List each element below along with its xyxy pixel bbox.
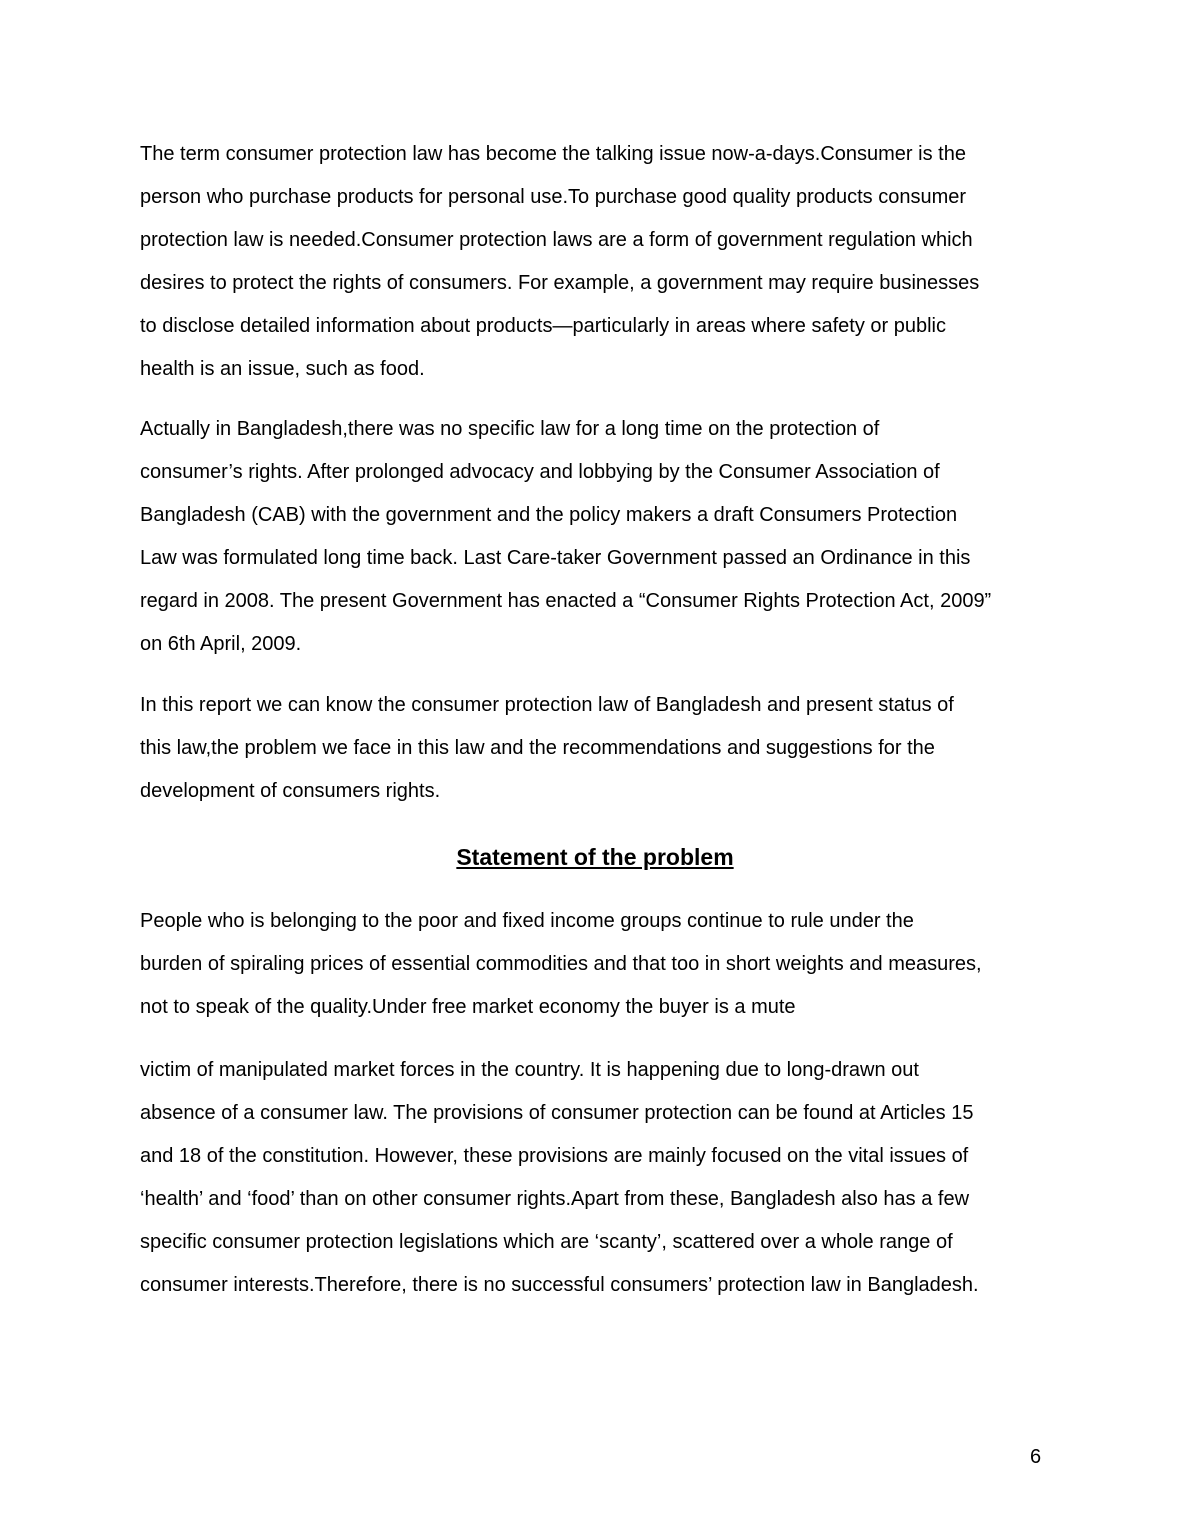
section-heading: Statement of the problem bbox=[456, 844, 734, 870]
paragraph-line: consumer interests.Therefore, there is no successful consumers’ protection law in Bangladesh. bbox=[140, 1274, 979, 1296]
paragraph-line: absence of a consumer law. The provisions of consumer protection can be found at Articles 15 bbox=[140, 1102, 974, 1124]
paragraph-line: ‘health’ and ‘food’ than on other consumer rights.Apart from these, Bangladesh also has a few bbox=[140, 1188, 970, 1210]
paragraph-report-scope bbox=[140, 684, 1052, 813]
paragraph-line: protection law is needed.Consumer protection laws are a form of government regulation which bbox=[140, 229, 973, 251]
paragraph-line: burden of spiraling prices of essential commodities and that too in short weights and measures, bbox=[140, 953, 982, 975]
paragraph-line: on 6th April, 2009. bbox=[140, 633, 302, 655]
paragraph-line: Law was formulated long time back. Last Care-taker Government passed an Ordinance in this bbox=[140, 547, 971, 569]
paragraph-line: The term consumer protection law has become the talking issue now-a-days.Consumer is the bbox=[140, 143, 966, 165]
paragraph-line: development of consumers rights. bbox=[140, 780, 441, 802]
paragraph-bangladesh-history bbox=[140, 408, 1052, 666]
paragraph-line: this law,the problem we face in this law and the recommendations and suggestions for the bbox=[140, 737, 935, 759]
paragraph-line: to disclose detailed information about products—particularly in areas where safety or public bbox=[140, 315, 946, 337]
paragraph-line: People who is belonging to the poor and fixed income groups continue to rule under the bbox=[140, 910, 914, 932]
paragraph-line: specific consumer protection legislations which are ‘scanty’, scattered over a whole range of bbox=[140, 1231, 953, 1253]
paragraph-line: In this report we can know the consumer protection law of Bangladesh and present status of bbox=[140, 694, 954, 716]
paragraph-line: person who purchase products for personal use.To purchase good quality products consumer bbox=[140, 186, 967, 208]
paragraph-line: not to speak of the quality.Under free market economy the buyer is a mute bbox=[140, 996, 796, 1018]
paragraph-line: victim of manipulated market forces in the country. It is happening due to long-drawn out bbox=[140, 1059, 919, 1081]
paragraph-intro bbox=[140, 133, 1052, 391]
paragraph-problem-intro bbox=[140, 900, 1052, 1029]
paragraph-line: regard in 2008. The present Government has enacted a “Consumer Rights Protection Act, 2009” bbox=[140, 590, 992, 612]
paragraph-line: and 18 of the constitution. However, these provisions are mainly focused on the vital issues of bbox=[140, 1145, 969, 1167]
paragraph-line: Bangladesh (CAB) with the government and the policy makers a draft Consumers Protection bbox=[140, 504, 958, 526]
page-number: 6 bbox=[1030, 1446, 1042, 1468]
paragraph-problem-detail bbox=[140, 1049, 1052, 1307]
paragraph-line: desires to protect the rights of consumers. For example, a government may require businesses bbox=[140, 272, 980, 294]
paragraph-line: Actually in Bangladesh,there was no specific law for a long time on the protection of bbox=[140, 418, 880, 440]
paragraph-line: health is an issue, such as food. bbox=[140, 358, 425, 380]
paragraph-line: consumer’s rights. After prolonged advocacy and lobbying by the Consumer Association of bbox=[140, 461, 940, 483]
